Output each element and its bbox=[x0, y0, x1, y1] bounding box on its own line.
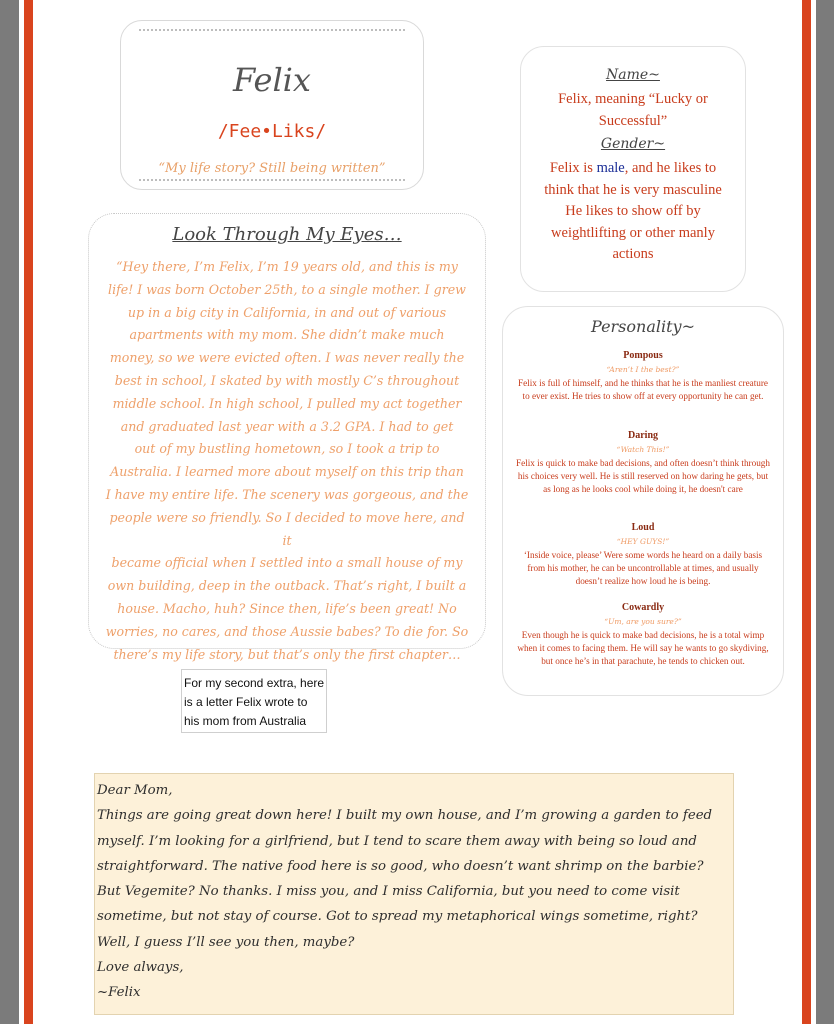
right-grey-stripe bbox=[816, 0, 834, 1024]
trait-name: Loud bbox=[631, 522, 655, 533]
backstory-line: money, so we were evicted often. I was never really the bbox=[109, 350, 465, 366]
character-quote: “My life story? Still being written” bbox=[158, 161, 386, 176]
name-gender-card bbox=[520, 46, 746, 292]
personality-heading: Personality~ bbox=[591, 317, 695, 336]
character-name: Felix bbox=[233, 61, 311, 99]
backstory-line: middle school. In high school, I pulled my act together bbox=[112, 395, 462, 411]
backstory-line: people were so friendly. So I decided to move here, and it bbox=[109, 509, 465, 548]
trait-name: Pompous bbox=[623, 350, 663, 361]
backstory-card bbox=[88, 213, 486, 662]
name-meaning bbox=[521, 89, 745, 132]
trait-name: Daring bbox=[628, 430, 658, 441]
backstory-line: and graduated last year with a 3.2 GPA. I had to get bbox=[120, 418, 454, 434]
gender-line: think that he is very masculine bbox=[544, 181, 722, 198]
backstory-line: worries, no cares, and those Aussie babes? To die for. So bbox=[105, 623, 469, 639]
backstory-line: there’s my life story, but that’s only the first chapter… bbox=[113, 646, 461, 662]
gender-post: , and he likes to bbox=[624, 160, 717, 176]
trait-pompous bbox=[515, 350, 771, 403]
backstory-line: own building, deep in the outback. That’s right, I built a bbox=[107, 578, 467, 594]
letter-line: sometime, but not stay of course. Got to spread my metaphorical wings sometime, right? bbox=[97, 909, 698, 925]
name-meaning-line: Felix, meaning “Lucky or bbox=[558, 91, 708, 107]
letter-line: straightforward. The native food here is so good, who doesn’t want shrimp on the barbie? bbox=[97, 858, 704, 874]
trait-name: Cowardly bbox=[621, 602, 665, 613]
backstory-line: out of my bustling hometown, so I took a trip to bbox=[134, 441, 440, 457]
letter-line: ~Felix bbox=[97, 985, 141, 1001]
backstory-line: up in a big city in California, in and out of various bbox=[127, 304, 447, 320]
trait-quote: “Um, are you sure?” bbox=[604, 617, 682, 626]
gender-pre: Felix is bbox=[549, 160, 597, 176]
backstory-line: I have my entire life. The scenery was gorgeous, and the bbox=[105, 486, 469, 502]
trait-description: Even though he is quick to make bad decisions, he is a total wimp when it comes to facing them. He will say he wants to go skydiving, but once he’s in that parachute, he tends to chicken out. bbox=[517, 630, 769, 666]
gender-line: actions bbox=[612, 246, 654, 262]
letter-line: myself. I’m looking for a girlfriend, but I tend to scare them away with being so loud and bbox=[97, 833, 697, 849]
letter-line: But Vegemite? No thanks. I miss you, and I miss California, but you need to come visit bbox=[97, 884, 680, 900]
trait-loud bbox=[515, 522, 771, 587]
gender-text bbox=[521, 158, 745, 266]
backstory-line: best in school, I skated by with mostly C’s throughout bbox=[114, 372, 460, 388]
gender-line: He likes to show off by bbox=[565, 203, 701, 219]
top-dotted-divider bbox=[139, 29, 405, 31]
gender-heading: Gender~ bbox=[600, 136, 666, 152]
trait-description: Felix is full of himself, and he thinks that he is the manliest creature to ever exist. He tries to show off at every opportunity he can get. bbox=[517, 378, 769, 401]
left-orange-stripe bbox=[24, 0, 33, 1024]
trait-description: ‘Inside voice, please’ Were some words he heard on a daily basis from his mother, he can be uncontrollable at times, and usually doesn’t realize how loud he is being. bbox=[523, 550, 763, 586]
backstory-line: Australia. I learned more about myself on this trip than bbox=[110, 464, 464, 480]
trait-quote: “Watch This!” bbox=[616, 445, 670, 454]
gender-line: weightlifting or other manly bbox=[551, 224, 715, 241]
backstory-text bbox=[103, 256, 471, 666]
backstory-line: apartments with my mom. She didn’t make much bbox=[129, 327, 445, 343]
backstory-line: “Hey there, I’m Felix, I’m 19 years old, and this is my bbox=[116, 259, 458, 274]
trait-daring bbox=[515, 430, 771, 495]
letter-to-mom bbox=[94, 773, 734, 1015]
letter-line: Things are going great down here! I built my own house, and I’m growing a garden to feed bbox=[97, 808, 713, 824]
name-meaning-line: Successful” bbox=[598, 112, 668, 129]
right-orange-stripe bbox=[802, 0, 811, 1024]
letter-line: Dear Mom, bbox=[97, 783, 173, 798]
extra-note-line: is a letter Felix wrote to bbox=[184, 695, 308, 709]
letter-line: Well, I guess I’ll see you then, maybe? bbox=[97, 934, 355, 950]
title-card bbox=[120, 20, 424, 190]
gender-line bbox=[521, 158, 745, 180]
extra-note-box bbox=[181, 669, 327, 733]
personality-card bbox=[502, 306, 784, 696]
pronunciation: /Fee•Liks/ bbox=[217, 121, 327, 142]
letter-line: Love always, bbox=[97, 960, 184, 976]
trait-quote: “Aren’t I the best?” bbox=[606, 365, 680, 374]
backstory-line: life! I was born October 25th, to a single mother. I grew bbox=[108, 281, 466, 297]
extra-note-line: For my second extra, here bbox=[184, 676, 325, 690]
gender-male-word: male bbox=[596, 160, 625, 176]
backstory-line: house. Macho, huh? Since then, life’s been great! No bbox=[117, 600, 457, 616]
bottom-dotted-divider bbox=[139, 179, 405, 181]
extra-note-line: his mom from Australia bbox=[184, 714, 307, 728]
trait-quote: “HEY GUYS!” bbox=[616, 537, 670, 546]
trait-cowardly bbox=[515, 602, 771, 667]
left-grey-stripe bbox=[0, 0, 19, 1024]
name-heading: Name~ bbox=[606, 67, 660, 83]
backstory-line: became official when I settled into a small house of my bbox=[111, 555, 463, 571]
trait-description: Felix is quick to make bad decisions, and often doesn’t think through his choices very well. He is still reserved on how daring he gets, but as long as he looks cool while doing it, he doesn't care bbox=[516, 458, 770, 494]
backstory-heading: Look Through My Eyes… bbox=[172, 224, 402, 245]
